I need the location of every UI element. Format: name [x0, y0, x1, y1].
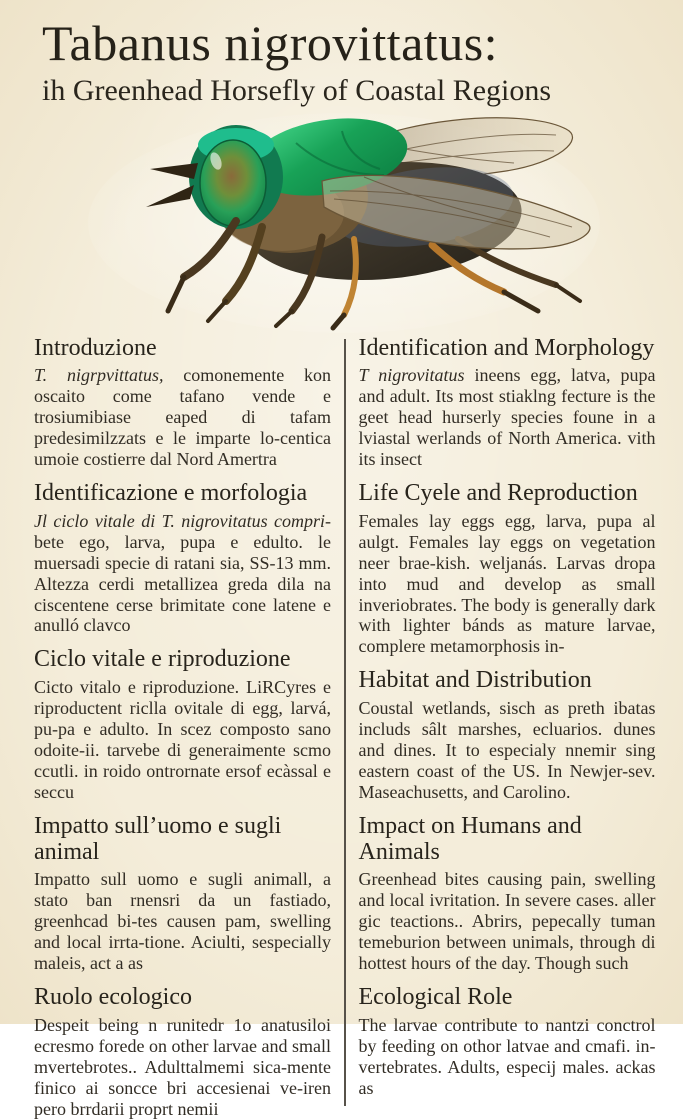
section-heading: Impact on Humans and Animals: [358, 812, 582, 866]
section-body: T nigrovitatus ineens egg, latva, pupa and adult. Its most stiaklng fecture is the geet head hurserly species foune in a lviastal werlands of North America. vith its insect: [358, 365, 656, 470]
greenhead-horsefly-photo: [0, 107, 683, 331]
section-heading: Ecological Role: [358, 984, 513, 1011]
section-heading: Impatto sull’uomo e sugli animal: [34, 812, 282, 866]
section-introduzione: [34, 335, 331, 470]
section-body: The larvae contribute to nantzi conctrol by feeding on othor latvae and cmafi. in-vertebrates. Adults, especij males. ackas as: [358, 1014, 656, 1098]
section-heading: Ciclo vitale e riproduzione: [34, 646, 291, 673]
section-body: Impatto sull uomo e sugli animall, a stato ban rnensri da un fastiado, greenhcad bi-tes causen pam, swelling and local irrta-tione. Aciulti, sespecially maleis, act a as: [34, 869, 331, 974]
section-body: Cicto vitalo e riproduzione. LiRCyres e riproductent riclla ovitale di egg, larvá, pu-pa e adulto. In scez composto sano odoite-ii. tarvebe di generaimente scmo ccutli. in roido ontrornate ersof ecàssal e seccu: [34, 676, 331, 802]
section-heading: Identificazione e morfologia: [34, 480, 308, 507]
section-identificazione: [34, 480, 331, 636]
section-impact: [359, 813, 656, 975]
section-heading: Identification and Morphology: [358, 335, 655, 361]
eye: [200, 140, 266, 226]
section-ciclo-vitale: [34, 646, 331, 802]
section-identification: [359, 335, 656, 470]
section-body: Coustal wetlands, sisch as preth ibatas includs sâlt marshes, ecluarios. dunes and dines. It to especialy nnemir sing eastern coast of the US. In Newjer-sev. Maseachusetts, and Carolino.: [358, 697, 656, 802]
section-heading: Introduzione: [34, 335, 157, 361]
column-italian: [34, 333, 331, 1120]
section-heading: Ruolo ecologico: [34, 984, 192, 1011]
section-ruolo-ecologico: [34, 984, 331, 1119]
section-lead: T. nigrpvittatus,: [34, 365, 164, 386]
section-life-cycle: [359, 480, 656, 657]
section-body: Despeit being n runitedr 1o anatusiloi ecresmo forede on other larvae and small mvertebrotes.. Adulttalmemi sica-mente finico ai soncce bri accesienai ve-iren pero brrdarii proprt nemii: [34, 1014, 331, 1119]
section-ecological-role: [359, 984, 656, 1098]
section-lead: T nigrovitatus: [358, 365, 465, 386]
section-body: Jl ciclo vitale di T. nigrovitatus compri-bete ego, larva, pupa e edulto. le muersadi specie di ratani sia, SS-13 mm. Altezza cerdi metallizea greda dila na ciscentene cerse brimitate cone latene e anulló clavco: [34, 510, 331, 636]
section-heading: Habitat and Distribution: [358, 667, 592, 694]
section-body: Females lay eggs egg, larva, pupa al aulgt. Females lay eggs on vegetation neer brae-kish. weljanás. Larvas dropa into mud and develop as small inveriobrates. The body is generally dark with lighter bánds as mature larvae, complere metamorphosis in-: [358, 510, 656, 657]
section-lead: Jl ciclo vitale di T. nigrovitatus compri-: [34, 510, 331, 531]
section-body: T. nigrpvittatus, comonemente kon oscaito come tafano vende e trosiumibiase eaped di tafam predesimilzzats e le imparte lo-centica umoie costierre dal Nord Amertra: [34, 365, 331, 470]
article-columns: [0, 331, 683, 1120]
column-divider: [344, 339, 346, 1106]
page-title: Tabanus nigrovittatus:: [42, 15, 499, 71]
column-english: [359, 333, 656, 1120]
section-impatto: [34, 813, 331, 975]
section-body: Greenhead bites causing pain, swelling and local ivritation. In severe cases. aller gic teactions.. Abrirs, pepecally tuman temeburion between unimals, through di hottest hours of the day. Though such: [358, 869, 656, 974]
page-subtitle: ih Greenhead Horsefly of Coastal Regions: [42, 74, 552, 107]
section-heading: Life Cyele and Reproduction: [358, 480, 638, 507]
horsefly-illustration: [84, 105, 606, 333]
section-habitat: [359, 667, 656, 802]
page-header: [0, 0, 683, 107]
